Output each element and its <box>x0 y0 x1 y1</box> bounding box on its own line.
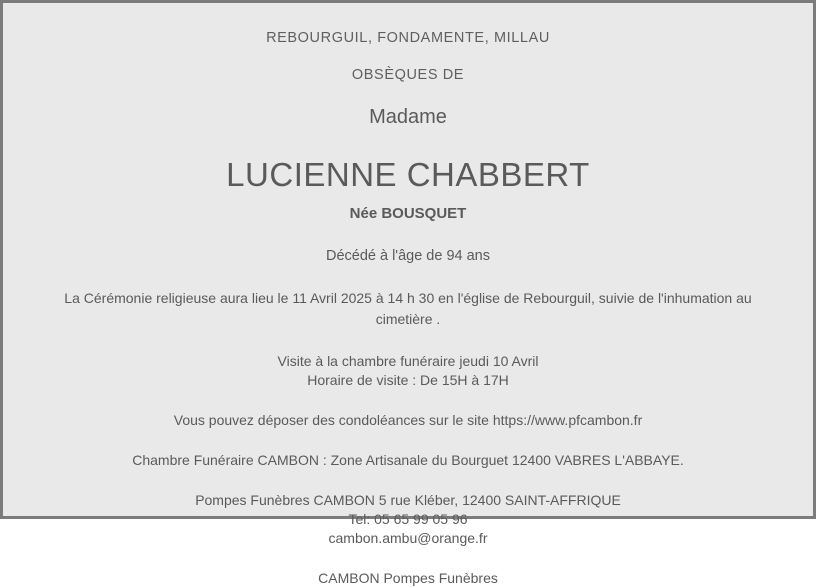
funeral-home-address: Chambre Funéraire CAMBON : Zone Artisanale du Bourguet 12400 VABRES L'ABBAYE. <box>132 452 684 469</box>
obseques-heading: OBSÈQUES DE <box>351 66 465 83</box>
ceremony-details: La Cérémonie religieuse aura lieu le 11 Avril 2025 à 14 h 30 en l'église de Rebourguil, suivie de l'inhumation au cimetière . <box>64 290 752 328</box>
deceased-name: LUCIENNE CHABBERT <box>226 156 590 194</box>
pompes-address-line: Pompes Funèbres CAMBON 5 rue Kléber, 12400 SAINT-AFFRIQUE <box>195 492 621 509</box>
civility-label: Madame <box>369 106 447 129</box>
pompes-email-line: cambon.ambu@orange.fr <box>328 529 488 546</box>
maiden-name: Née BOUSQUET <box>349 204 467 222</box>
location-line: REBOURGUIL, FONDAMENTE, MILLAU <box>266 30 550 46</box>
visit-date-line: Visite à la chambre funéraire jeudi 10 Avril <box>277 353 539 370</box>
pompes-phone-line: Tel: 05 65 99 05 96 <box>348 510 468 527</box>
condolences-line: Vous pouvez déposer des condoléances sur le site https://www.pfcambon.fr <box>173 412 643 429</box>
visit-details <box>27 352 789 390</box>
visit-hours-line: Horaire de visite : De 15H à 17H <box>307 372 509 389</box>
pompes-funebres-block <box>27 491 789 548</box>
signature-line: CAMBON Pompes Funèbres <box>318 569 498 586</box>
age-line: Décédé à l'âge de 94 ans <box>325 247 490 264</box>
